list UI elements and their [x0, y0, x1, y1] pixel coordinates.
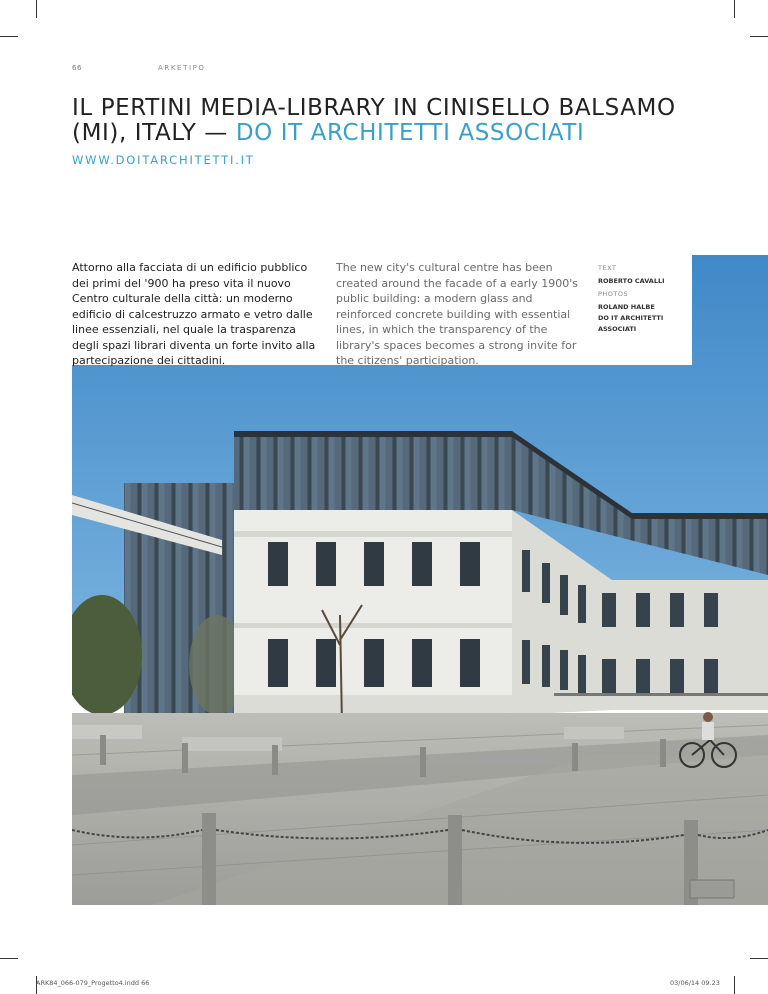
crop-mark: [734, 0, 735, 18]
credits-text-label: TEXT: [598, 264, 617, 272]
crop-mark: [750, 36, 768, 37]
title-main: IL PERTINI MEDIA-LIBRARY IN CINISELLO BALSAMO (MI), ITALY —: [72, 95, 676, 146]
article-title: [72, 96, 712, 146]
print-timestamp: 03/06/14 09.23: [670, 979, 720, 987]
crop-mark: [0, 958, 18, 959]
page-number: 66: [72, 64, 82, 72]
crop-mark: [750, 958, 768, 959]
file-slug: ARK84_066-079_Progetto4.indd 66: [36, 979, 150, 987]
credits-block: [598, 264, 698, 338]
credits-text-author: ROBERTO CAVALLI: [598, 277, 665, 285]
credits-photographer: ROLAND HALBE: [598, 303, 655, 311]
credits-photographer: DO IT ARCHITETTI: [598, 314, 664, 322]
website-link[interactable]: WWW.DOITARCHITETTI.IT: [72, 153, 255, 167]
intro-italian: Attorno alla facciata di un edificio pubblico dei primi del '900 ha preso vita il nuovo Centro culturale della città: un moderno edificio di calcestruzzo armato e vetro dalle linee essenziali, nel quale la trasparenza degli spazi librari diventa un forte invito alla partecipazione dei cittadini.: [72, 261, 316, 367]
credits-photos-label: PHOTOS: [598, 290, 629, 298]
crop-mark: [0, 36, 18, 37]
intro-english: The new city's cultural centre has been created around the facade of a early 1900's public building: a modern glass and reinforced concrete building with essential lines, in which the transparency of the library's spaces becomes a strong invite for the citizens' participation.: [336, 261, 578, 367]
crop-mark: [36, 0, 37, 18]
credits-photographer: ASSOCIATI: [598, 325, 637, 333]
title-architect: DO IT ARCHITETTI ASSOCIATI: [235, 120, 585, 146]
crop-mark: [734, 976, 735, 994]
magazine-name: ARKETIPO: [158, 64, 206, 72]
